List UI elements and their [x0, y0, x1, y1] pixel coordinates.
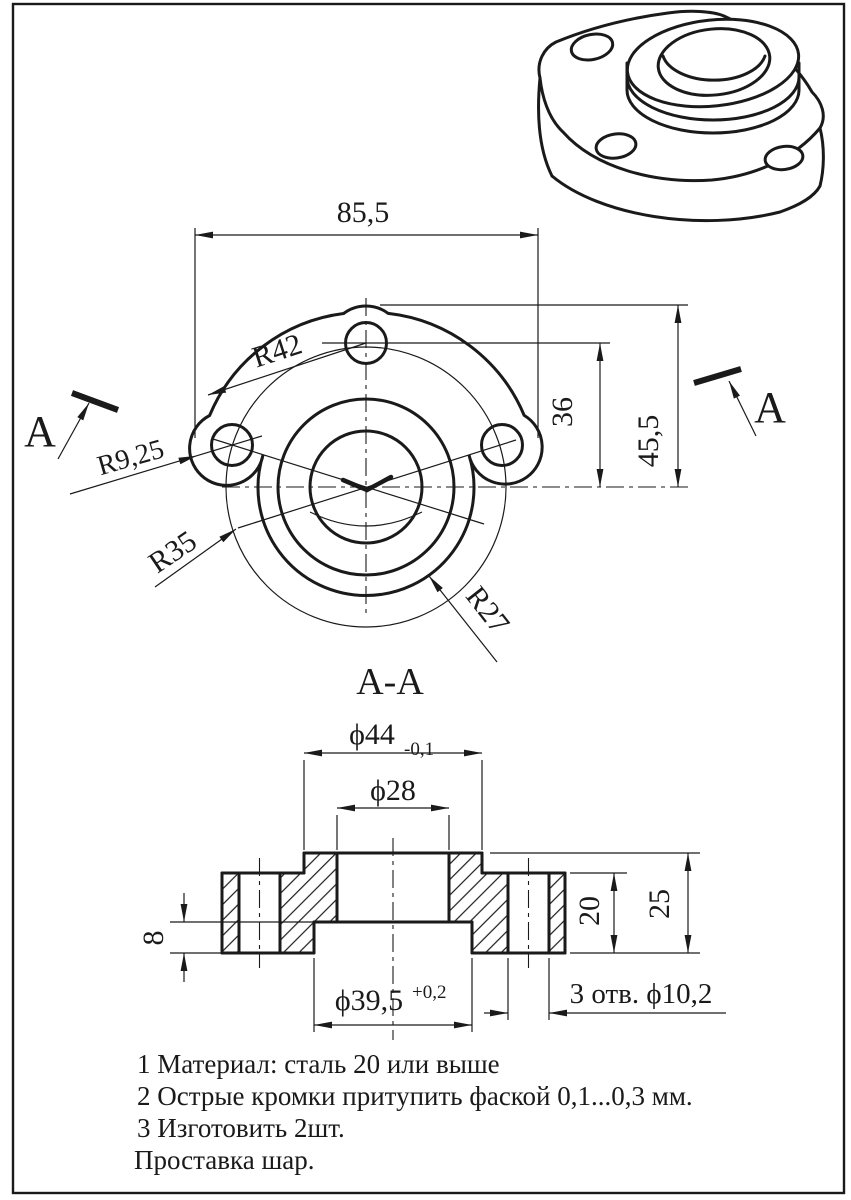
notes-block [134, 1049, 693, 1175]
note-line-2: 2 Острые кромки притупить фаской 0,1...0,3 мм. [137, 1081, 693, 1111]
dim-height-half-label: 45,5 [632, 414, 665, 468]
section-view [137, 661, 726, 1040]
top-view [24, 196, 786, 662]
sheet-border [13, 4, 844, 1193]
dim-total-height-label: 25 [643, 889, 676, 919]
dim-recess-tolerance: +0,2 [412, 982, 447, 1003]
section-marker-right [694, 369, 786, 436]
r42-label: R42 [248, 327, 306, 375]
r9-label: R9,25 [93, 433, 168, 483]
section-title: А-А [356, 661, 424, 703]
dim-bore-label: ϕ28 [370, 774, 416, 807]
iso-plate-right-edge [820, 128, 823, 186]
dim-boss-tolerance: -0,1 [404, 739, 435, 760]
dim-hole-offset-label: 36 [546, 397, 579, 427]
section-letter: А [24, 407, 56, 456]
iso-plate-bottom-edge [552, 176, 820, 221]
note-line-1: 1 Материал: сталь 20 или выше [137, 1049, 500, 1079]
center-mark [343, 477, 391, 490]
note-line-3: 3 Изготовить 2шт. [137, 1113, 345, 1143]
section-letter: А [754, 383, 786, 432]
dim-plate-height-label: 20 [573, 896, 606, 926]
hatch-region [280, 853, 337, 953]
hatch-region [222, 873, 239, 953]
isometric-view [539, 11, 824, 220]
dim-recess-label: ϕ39,5 [334, 984, 404, 1017]
hatch-region [449, 853, 508, 953]
note-line-4: Проставка шар. [134, 1145, 315, 1175]
dim-holes-label: 3 отв. ϕ10,2 [569, 978, 713, 1010]
r35-label: R35 [142, 524, 203, 580]
dim-boss-label: ϕ44 [349, 718, 395, 751]
dim-width-label: 85,5 [336, 196, 390, 229]
hatch-region [549, 873, 565, 953]
dim-depth-label: 8 [137, 930, 170, 946]
r27-label: R27 [459, 580, 516, 641]
